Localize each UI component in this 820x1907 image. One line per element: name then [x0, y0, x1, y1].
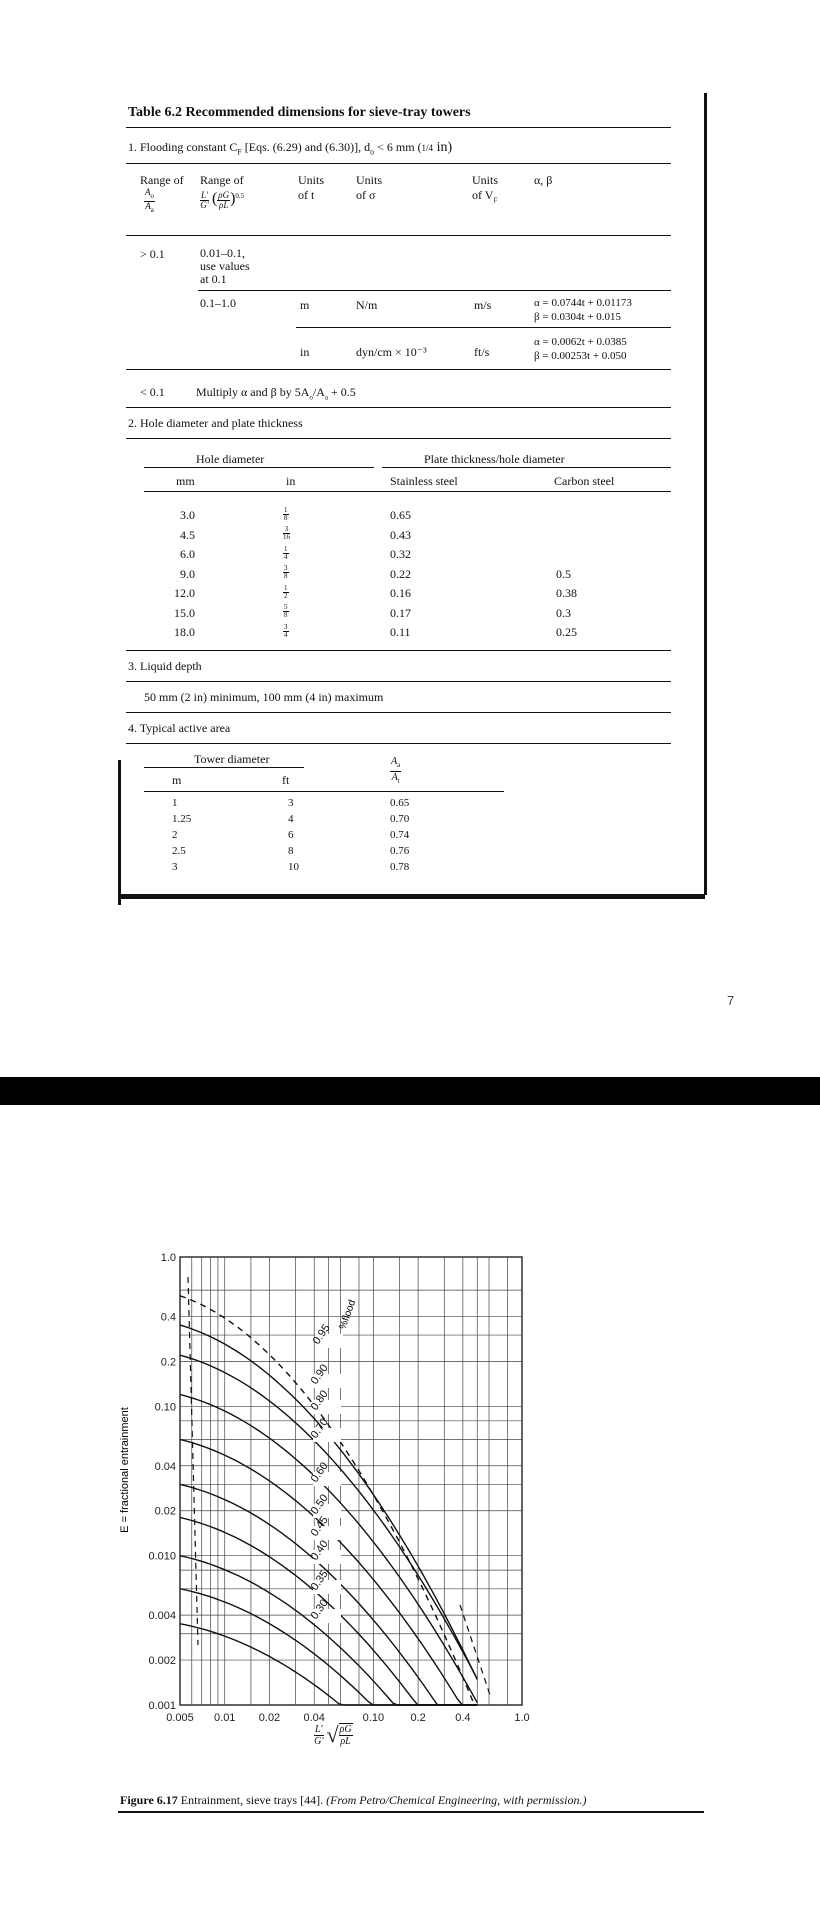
stainless-cell: 0.11: [390, 625, 411, 639]
y-axis-title: E = fractional entrainment: [119, 1407, 131, 1533]
tower-ft-cell: 6: [288, 829, 294, 841]
hole-in-cell: $\frac{1}{4}$: [284, 544, 288, 561]
x-tick-label: 0.02: [258, 1712, 281, 1724]
rule: [144, 767, 304, 768]
r1-range: > 0.1: [140, 247, 165, 261]
area-ratio-header: $\frac{A_a}{A_t}$: [391, 756, 401, 785]
r2-range2: 0.1–1.0: [200, 296, 236, 310]
tower-m-cell: 2: [172, 829, 178, 841]
r2-t: m: [300, 298, 310, 312]
rule: [144, 491, 671, 492]
flood-label: %flood: [337, 1298, 359, 1332]
curve-label: 0.60: [308, 1460, 331, 1485]
carbon-cell: 0.25: [556, 625, 577, 639]
r3-sigma: dyn/cm × 10⁻³: [356, 345, 427, 359]
stainless-cell: 0.43: [390, 527, 411, 542]
in-header: in: [286, 474, 296, 488]
tower-m-cell: 1: [172, 797, 178, 809]
stainless-cell: 0.32: [390, 547, 411, 561]
col-range-flow: Range of $\frac{L'}{G'}$ ( $\frac{\rho G}{\rho L}$ )$^{0.5}$: [200, 173, 245, 210]
carbon-header: Carbon steel: [554, 474, 615, 488]
rule: [126, 743, 671, 744]
stainless-cell: 0.17: [390, 605, 411, 620]
boundary-dashed: [188, 1277, 198, 1645]
r2-ab: α = 0.0744t + 0.01173 β = 0.0304t + 0.015: [534, 297, 632, 323]
bottom-thick-rule: [120, 894, 705, 899]
stainless-cell: 0.22: [390, 566, 411, 581]
figure-caption: Figure 6.17 Entrainment, sieve trays [44]. (From Petro/Chemical Engineering, with permission.): [120, 1793, 587, 1807]
section-1-heading: 1. Flooding constant $C_F$ [Eqs. (6.29) and (6.30)], $d_o < 6$ mm (1/4 in): [128, 140, 453, 157]
section-3-heading: 3. Liquid depth: [128, 659, 202, 673]
hole-in-cell: $\frac{3}{4}$: [284, 622, 288, 639]
r4-range: < 0.1: [140, 385, 165, 399]
y-tick-label: 1.0: [160, 1252, 176, 1264]
rule: [126, 681, 671, 682]
col-units-vf: Units of $V_F$: [472, 173, 499, 205]
r3-t: in: [300, 345, 310, 359]
x-axis-label: $\frac{L'}{G'}$ √ $\frac{\rho G}{\rho L}$: [314, 1722, 352, 1747]
curve-label: 0.90: [308, 1362, 331, 1387]
col-range-ratio: Range of $\frac{A_o}{A_a}$: [140, 173, 184, 214]
hole-mm-cell: 15.0: [174, 605, 195, 620]
x-tick-label: 0.005: [166, 1712, 194, 1724]
carbon-cell: 0.3: [556, 605, 571, 620]
rule: [382, 467, 671, 468]
r2-vf: m/s: [474, 298, 492, 312]
mm-header: mm: [176, 474, 195, 488]
hole-mm-cell: 12.0: [174, 586, 195, 600]
curve-label: 0.70: [308, 1416, 331, 1441]
entrainment-chart: [0, 1225, 820, 1785]
ft-header: ft: [282, 773, 290, 787]
hole-in-cell: $\frac{1}{8}$: [284, 505, 288, 522]
x-tick-label: 0.4: [455, 1712, 471, 1724]
hole-in-cell: $\frac{1}{2}$: [284, 583, 288, 600]
y-tick-label: 0.010: [148, 1550, 176, 1563]
y-tick-label: 0.002: [148, 1655, 176, 1668]
y-tick-label: 0.004: [148, 1610, 176, 1623]
liquid-depth-text: 50 mm (2 in) minimum, 100 mm (4 in) maximum: [144, 690, 384, 704]
caption-rule: [118, 1811, 704, 1813]
boundary-dashed-right: [460, 1605, 490, 1695]
hole-mm-cell: 18.0: [174, 625, 195, 639]
curve-label: 0.40: [308, 1538, 331, 1563]
rule: [144, 467, 374, 468]
area-ratio-cell: 0.65: [390, 797, 410, 809]
r4-text: Multiply α and β by $5A_o/A_a + 0.5$: [196, 385, 356, 402]
carbon-cell: 0.5: [556, 566, 571, 581]
curve-label: 0.30: [308, 1597, 331, 1622]
y-tick-label: 0.04: [154, 1460, 176, 1473]
hole-mm-cell: 9.0: [180, 566, 195, 581]
stainless-header: Stainless steel: [390, 474, 458, 488]
hole-mm-cell: 4.5: [180, 527, 195, 542]
x-tick-label: 1.0: [514, 1712, 530, 1724]
section-2-heading: 2. Hole diameter and plate thickness: [128, 416, 303, 430]
table-title: Table 6.2 Recommended dimensions for sieve-tray towers: [128, 105, 471, 120]
hole-mm-cell: 6.0: [180, 547, 195, 561]
r3-vf: ft/s: [474, 345, 490, 359]
x-tick-label: 0.01: [214, 1712, 236, 1724]
hole-in-cell: $\frac{3}{8}$: [284, 564, 288, 581]
tower-ft-cell: 4: [288, 813, 294, 825]
page-number: 7: [727, 993, 735, 1008]
curve-label: 0.45: [308, 1514, 331, 1539]
rule: [126, 235, 671, 236]
hole-in-cell: $\frac{5}{8}$: [284, 603, 288, 620]
curve-label: 0.35: [308, 1568, 331, 1593]
section-4-heading: 4. Typical active area: [128, 721, 231, 735]
tower-ft-cell: 8: [288, 845, 294, 857]
x-tick-label: 0.2: [410, 1712, 426, 1724]
y-tick-label: 0.2: [160, 1356, 176, 1369]
separator-band: [0, 1077, 820, 1105]
rule: [296, 327, 671, 328]
x-tick-label: 0.10: [362, 1712, 385, 1724]
area-ratio-cell: 0.70: [390, 813, 410, 825]
y-tick-label: 0.10: [154, 1401, 176, 1414]
area-ratio-cell: 0.76: [390, 845, 410, 857]
stainless-cell: 0.16: [390, 586, 411, 600]
tower-m-cell: 2.5: [172, 845, 186, 857]
page-edge-line-left: [118, 760, 121, 905]
col-alpha-beta: α, β: [534, 173, 553, 187]
tower-m-cell: 1.25: [172, 813, 192, 825]
rule: [126, 407, 671, 408]
y-tick-label: 0.001: [148, 1700, 176, 1712]
rule: [126, 438, 671, 439]
tower-m-cell: 3: [172, 861, 178, 873]
r1-range2: 0.01–0.1, use values at 0.1: [200, 246, 250, 286]
tower-ft-cell: 10: [288, 861, 299, 873]
r3-ab: α = 0.0062t + 0.0385 β = 0.00253t + 0.050: [534, 336, 627, 362]
curve-labels: [309, 1322, 343, 1623]
curve-label: 0.80: [308, 1388, 331, 1413]
rule: [126, 650, 671, 651]
plate-thickness-header: Plate thickness/hole diameter: [424, 452, 565, 466]
tower-diameter-header: Tower diameter: [194, 752, 270, 766]
col-units-t: Units of t: [298, 173, 325, 202]
curve-label: 0.50: [308, 1492, 331, 1517]
hole-in-cell: $\frac{3}{16}$: [283, 525, 290, 542]
y-tick-label: 0.4: [160, 1311, 176, 1324]
title-rule: [126, 127, 671, 128]
y-tick-label: 0.02: [154, 1505, 176, 1518]
r2-sigma: N/m: [356, 298, 378, 312]
area-ratio-cell: 0.74: [390, 829, 410, 841]
tower-ft-cell: 3: [288, 797, 294, 809]
m-header: m: [172, 773, 182, 787]
rule: [126, 712, 671, 713]
hole-mm-cell: 3.0: [180, 508, 195, 522]
carbon-cell: 0.38: [556, 586, 577, 600]
rule: [126, 163, 671, 164]
rule: [144, 791, 504, 792]
col-units-sigma: Units of σ: [356, 173, 383, 202]
page-edge-line: [704, 93, 707, 895]
area-ratio-cell: 0.78: [390, 861, 410, 873]
rule: [126, 369, 671, 370]
y-tick-labels: [148, 1252, 176, 1712]
stainless-cell: 0.65: [390, 508, 411, 522]
hole-diameter-header: Hole diameter: [196, 452, 265, 466]
rule: [198, 290, 671, 291]
x-tick-label: 0.04: [303, 1712, 325, 1724]
curve-label: 0.95: [310, 1322, 333, 1347]
